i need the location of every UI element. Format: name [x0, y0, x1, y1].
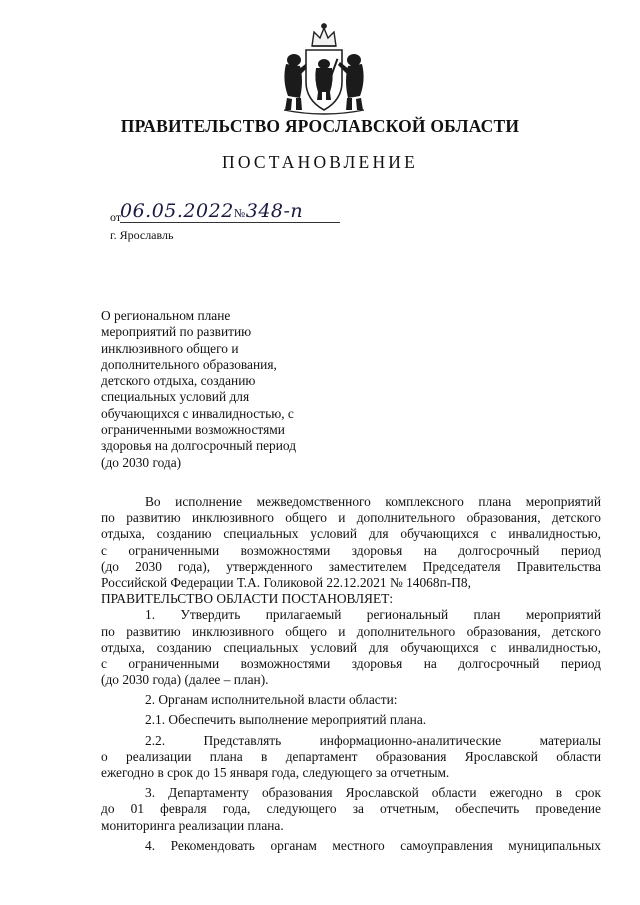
organization-title: ПРАВИТЕЛЬСТВО ЯРОСЛАВСКОЙ ОБЛАСТИ — [120, 116, 520, 136]
preamble-line: (до 2030 года), утвержденного заместителем Председателя Правительства — [101, 558, 601, 574]
item1-line: 1. Утвердить прилагаемый региональный план мероприятий — [145, 607, 601, 623]
preamble-line: по развитию инклюзивного общего и дополнительного образования, детского — [101, 510, 601, 526]
item1-line: по развитию инклюзивного общего и дополнительного образования, детского — [101, 623, 601, 639]
subject-line: ограниченными возможностями — [101, 422, 285, 438]
city-label: г. Ярославль — [110, 228, 174, 242]
handwritten-date — [120, 200, 303, 222]
subject-line: здоровья на долгосрочный период — [101, 438, 297, 454]
item2-line: 2. Органам исполнительной власти области: — [145, 692, 398, 708]
item1-line: с ограниченными возможностями здоровья на долгосрочный период — [101, 655, 601, 671]
document-type: ПОСТАНОВЛЕНИЕ — [221, 152, 419, 172]
date-underline — [120, 222, 340, 223]
preamble-line: Во исполнение межведомственного комплексного плана мероприятий — [145, 494, 601, 509]
subject-line: О региональном плане — [101, 308, 231, 323]
subject-line: специальных условий для — [101, 389, 250, 405]
document-subject — [101, 308, 341, 471]
subject-line: обучающихся с инвалидностью, с — [101, 405, 294, 421]
number-value: 348-п — [245, 200, 304, 222]
item3-line: 3. Департаменту образования Ярославской области ежегодно в срок — [145, 785, 601, 801]
date-number-row — [110, 200, 430, 226]
item3-line: до 01 февраля года, следующего за отчетным, обеспечить проведение — [101, 801, 601, 817]
item1-line: (до 2030 года) (далее – план). — [101, 672, 269, 688]
item3-line: мониторинга реализации плана. — [101, 817, 284, 833]
date-prefix: от — [110, 210, 122, 224]
subject-line: дополнительного образования, — [101, 356, 277, 372]
subject-line: мероприятий по развитию — [101, 324, 252, 340]
item2-2-line: о реализации плана в департамент образования Ярославской области — [101, 748, 601, 764]
preamble-line: отдыха, созданию специальных условий для обучающихся с инвалидностью, — [101, 526, 601, 542]
item4-line: 4. Рекомендовать органам местного самоуправления муниципальных — [145, 837, 601, 853]
document-body — [101, 494, 601, 854]
preamble-line: Российской Федерации Т.А. Голиковой 22.12.2021 № 14068п-П8, — [101, 574, 471, 590]
item1-line: отдыха, созданию специальных условий для обучающихся с инвалидностью, — [101, 639, 601, 655]
number-prefix: № — [233, 206, 246, 220]
coat-of-arms-emblem — [278, 20, 370, 118]
subject-line: инклюзивного общего и — [101, 340, 239, 356]
subject-line: (до 2030 года) — [101, 454, 182, 470]
item2-2-line: 2.2. Представлять информационно-аналитические материалы — [145, 732, 601, 748]
item2-1-line: 2.1. Обеспечить выполнение мероприятий плана. — [145, 712, 427, 728]
subject-line: детского отдыха, созданию — [101, 373, 256, 389]
date-value: 06.05.2022 — [120, 200, 234, 222]
item2-2-line: ежегодно в срок до 15 января года, следующего за отчетным. — [101, 765, 450, 780]
decree-line: ПРАВИТЕЛЬСТВО ОБЛАСТИ ПОСТАНОВЛЯЕТ: — [101, 591, 394, 607]
preamble-line: с ограниченными возможностями здоровья на долгосрочный период — [101, 542, 601, 558]
